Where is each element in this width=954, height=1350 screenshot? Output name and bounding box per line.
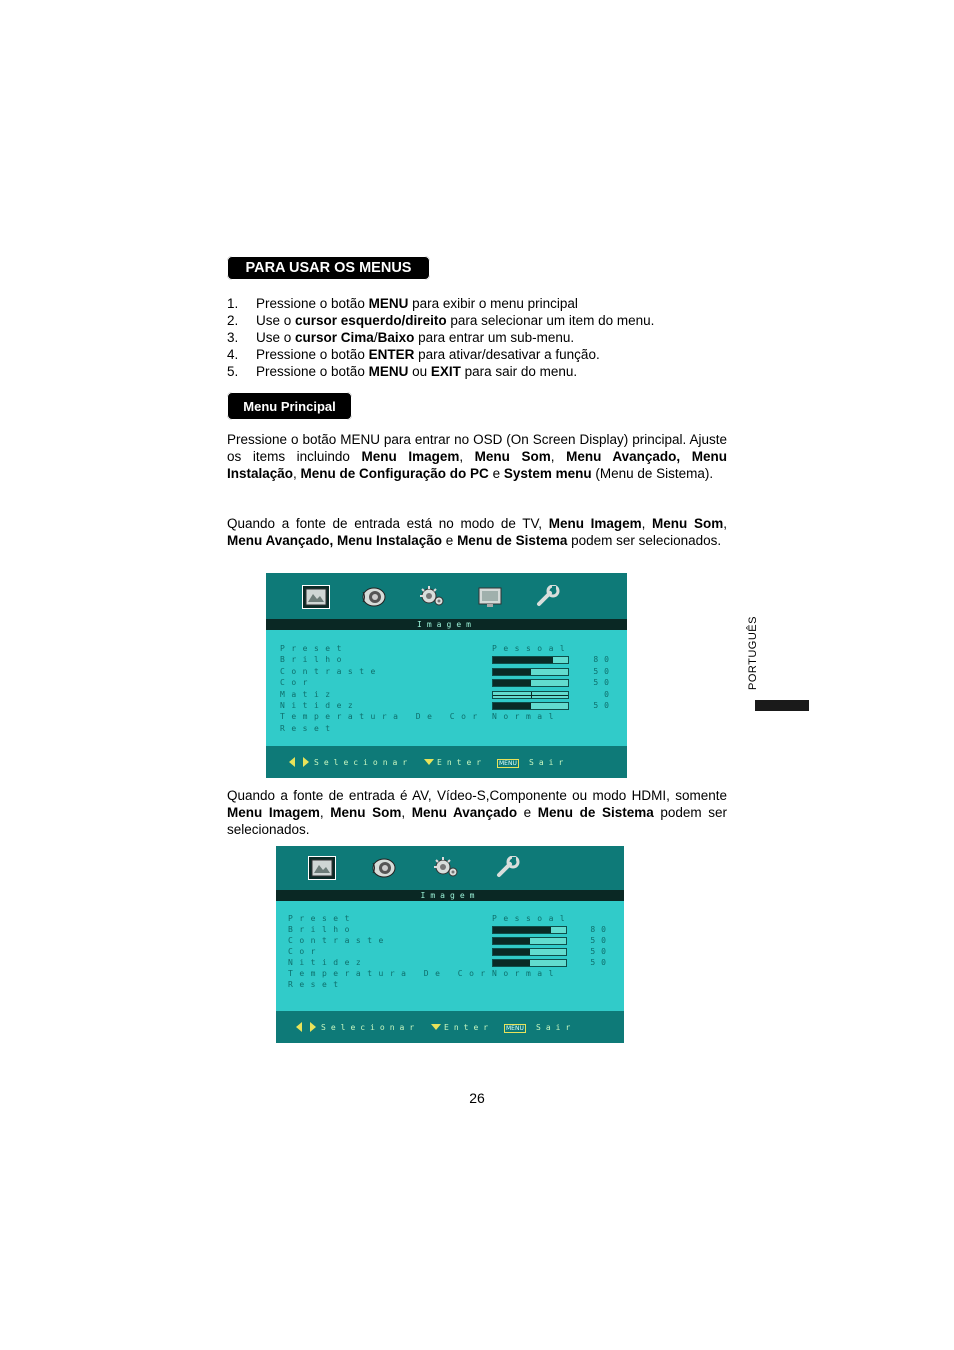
help-select-label: Selecionar xyxy=(321,1023,420,1032)
osd-slider-fill xyxy=(493,960,530,966)
osd-slider[interactable] xyxy=(492,656,569,664)
instruction-text: para selecionar um item do menu. xyxy=(446,313,655,328)
osd-slider[interactable] xyxy=(492,948,567,956)
arrow-down-icon xyxy=(431,1024,441,1030)
osd-slider-fill xyxy=(493,927,551,933)
paragraph-bold: Menu Imagem xyxy=(548,516,642,531)
paragraph-bold: Menu de Configuração do PC xyxy=(300,466,489,481)
paragraph-bold: Menu Som xyxy=(474,449,551,464)
paragraph-text: , xyxy=(459,449,475,464)
osd-row-label[interactable]: Contraste xyxy=(280,666,382,676)
paragraph-av-mode xyxy=(227,787,727,838)
instruction-number: 4. xyxy=(227,347,239,362)
paragraph-text: , xyxy=(641,516,653,531)
system-icon[interactable] xyxy=(494,856,522,880)
instruction-text: Pressione o botão xyxy=(256,347,369,362)
menu-key-icon: MENU xyxy=(499,760,517,767)
sound-icon[interactable] xyxy=(370,856,398,880)
osd-row-value[interactable]: Normal xyxy=(492,969,560,978)
instruction-list xyxy=(227,295,727,380)
osd-slider-fill xyxy=(493,703,531,709)
paragraph-text: Quando a fonte de entrada é AV, Vídeo-S,Componente ou modo HDMI, somente xyxy=(227,788,727,803)
instruction-text: Use o xyxy=(256,330,296,345)
osd-slider[interactable] xyxy=(492,926,567,934)
instruction-bold: cursor Cima xyxy=(295,330,374,345)
osd-row-value: 50 xyxy=(590,947,612,956)
osd-slider-fill xyxy=(493,680,531,686)
subsection-title: Menu Principal xyxy=(227,392,352,420)
picture-icon[interactable] xyxy=(302,585,330,609)
instruction-text: / xyxy=(373,330,378,345)
osd-slider-fill xyxy=(493,949,530,955)
instruction-bold: EXIT xyxy=(430,364,461,379)
paragraph-text: e xyxy=(442,533,458,548)
osd-row-value[interactable]: Pessoal xyxy=(492,914,572,923)
instruction-bold: ENTER xyxy=(368,347,415,362)
instruction-text: para entrar um sub-menu. xyxy=(414,330,575,345)
arrow-right-icon xyxy=(303,757,309,767)
paragraph-tv-mode xyxy=(227,515,727,549)
osd-slider[interactable] xyxy=(492,668,569,676)
paragraph-text: , xyxy=(723,516,727,531)
paragraph-bold: Menu Avançado, Menu Instalação xyxy=(227,533,443,548)
osd-row-label[interactable]: Nitidez xyxy=(288,958,368,967)
help-enter-label: Enter xyxy=(444,1023,494,1032)
section-title: PARA USAR OS MENUS xyxy=(227,256,430,280)
paragraph-text: podem ser selecionados. xyxy=(227,805,727,837)
picture-icon[interactable] xyxy=(308,856,336,880)
instruction-text xyxy=(256,329,574,346)
osd-slider-fill xyxy=(493,938,530,944)
advanced-icon[interactable] xyxy=(432,856,460,880)
osd-slider-fill xyxy=(493,669,531,675)
instruction-bold: MENU xyxy=(368,296,409,311)
help-enter-label: Enter xyxy=(437,758,487,767)
instruction-item xyxy=(227,295,727,312)
paragraph-bold: Menu de Sistema xyxy=(457,533,568,548)
osd-row-label[interactable]: Temperatura De Cor xyxy=(280,712,484,722)
instruction-text: para ativar/desativar a função. xyxy=(414,347,600,362)
instruction-text xyxy=(256,295,578,312)
menu-key-icon: MENU xyxy=(506,1025,524,1032)
instruction-number: 5. xyxy=(227,364,239,379)
osd-screenshot-tv xyxy=(266,573,627,778)
osd-row-label[interactable]: Brilho xyxy=(288,925,356,934)
osd-row-value: 80 xyxy=(593,655,615,665)
help-exit-label: Sair xyxy=(529,758,569,767)
osd-row-value: 50 xyxy=(593,678,615,688)
osd-row-label[interactable]: Preset xyxy=(280,644,348,653)
paragraph-text: podem ser selecionados. xyxy=(567,533,722,548)
install-icon[interactable] xyxy=(476,585,504,609)
osd-row-label[interactable]: Temperatura De Cor xyxy=(288,969,492,978)
paragraph-text: Pressione o botão MENU para entrar no OSD (On Screen Display) principal. Ajuste os items incluindo xyxy=(227,432,727,464)
paragraph-bold: Menu Imagem xyxy=(361,449,460,464)
arrow-down-icon xyxy=(424,759,434,765)
paragraph-text: , xyxy=(293,466,301,481)
osd-row-label[interactable]: Nitidez xyxy=(280,701,360,710)
advanced-icon[interactable] xyxy=(418,585,446,609)
language-tab-label: PORTUGUÊS xyxy=(747,616,759,690)
paragraph-text: Quando a fonte de entrada está no modo de TV, xyxy=(227,516,549,531)
instruction-number: 1. xyxy=(227,296,239,311)
paragraph-bold: System menu xyxy=(503,466,592,481)
osd-row-value: 80 xyxy=(590,925,612,934)
help-exit-label: Sair xyxy=(536,1023,576,1032)
osd-row-label[interactable]: Preset xyxy=(288,914,356,923)
paragraph-bold: Menu Som xyxy=(652,516,724,531)
osd-row-label[interactable]: Reset xyxy=(280,723,337,733)
paragraph-text: , xyxy=(401,805,412,820)
osd-row-value[interactable]: Normal xyxy=(492,712,560,722)
instruction-text: ou xyxy=(408,364,431,379)
osd-slider-center xyxy=(531,692,532,698)
help-select-label: Selecionar xyxy=(314,758,413,767)
arrow-left-icon xyxy=(289,757,295,767)
page-number: 26 xyxy=(469,1090,485,1106)
system-icon[interactable] xyxy=(534,585,562,609)
paragraph-bold: Menu Avançado, Menu Instalação xyxy=(227,449,727,481)
instruction-bold: Baixo xyxy=(377,330,415,345)
arrow-right-icon xyxy=(310,1022,316,1032)
paragraph-text: e xyxy=(517,805,538,820)
paragraph-bold: Menu Som xyxy=(330,805,402,820)
osd-row-value: 50 xyxy=(590,958,612,967)
osd-row-label[interactable]: Cor xyxy=(288,947,322,956)
osd-row-value: 0 xyxy=(604,689,615,699)
paragraph-text: , xyxy=(550,449,567,464)
instruction-item xyxy=(227,312,727,329)
paragraph-intro xyxy=(227,431,727,482)
sound-icon[interactable] xyxy=(360,585,388,609)
osd-row-label[interactable]: Contraste xyxy=(288,936,390,945)
osd-row-label[interactable]: Brilho xyxy=(280,655,348,665)
osd-screenshot-av xyxy=(276,846,624,1043)
osd-row-value: 50 xyxy=(590,936,612,945)
instruction-text: para sair do menu. xyxy=(460,364,578,379)
arrow-left-icon xyxy=(296,1022,302,1032)
instruction-text: Pressione o botão xyxy=(256,296,369,311)
paragraph-bold: Menu Avançado xyxy=(411,805,518,820)
osd-slider[interactable] xyxy=(492,702,569,710)
osd-menu-title: Imagem xyxy=(276,890,624,901)
instruction-number: 3. xyxy=(227,330,239,345)
osd-slider[interactable] xyxy=(492,959,567,967)
instruction-text: Use o xyxy=(256,313,296,328)
paragraph-bold: Menu de Sistema xyxy=(537,805,654,820)
osd-row-value[interactable]: Pessoal xyxy=(492,644,572,653)
instruction-text xyxy=(256,363,577,380)
instruction-item xyxy=(227,329,727,346)
osd-slider[interactable] xyxy=(492,691,569,699)
instruction-text xyxy=(256,346,600,363)
language-tab-marker xyxy=(755,700,809,711)
paragraph-bold: Menu Imagem xyxy=(227,805,320,820)
osd-slider[interactable] xyxy=(492,679,569,687)
instruction-number: 2. xyxy=(227,313,239,328)
osd-slider-fill xyxy=(493,657,553,663)
paragraph-text: , xyxy=(319,805,331,820)
instruction-bold: MENU xyxy=(368,364,409,379)
instruction-item xyxy=(227,363,727,380)
osd-row-label[interactable]: Matiz xyxy=(280,689,337,699)
instruction-text: para exibir o menu principal xyxy=(408,296,578,311)
osd-row-label[interactable]: Reset xyxy=(288,980,345,989)
osd-row-value: 50 xyxy=(593,701,615,710)
osd-slider[interactable] xyxy=(492,937,567,945)
osd-row-value: 50 xyxy=(593,666,615,676)
paragraph-text: e xyxy=(488,466,504,481)
instruction-item xyxy=(227,346,727,363)
instruction-text: Pressione o botão xyxy=(256,364,369,379)
instruction-bold: cursor esquerdo/direito xyxy=(295,313,447,328)
osd-row-label[interactable]: Cor xyxy=(280,678,314,688)
instruction-text xyxy=(256,312,654,329)
paragraph-text: (Menu de Sistema). xyxy=(591,466,714,481)
osd-menu-title: Imagem xyxy=(266,619,627,630)
